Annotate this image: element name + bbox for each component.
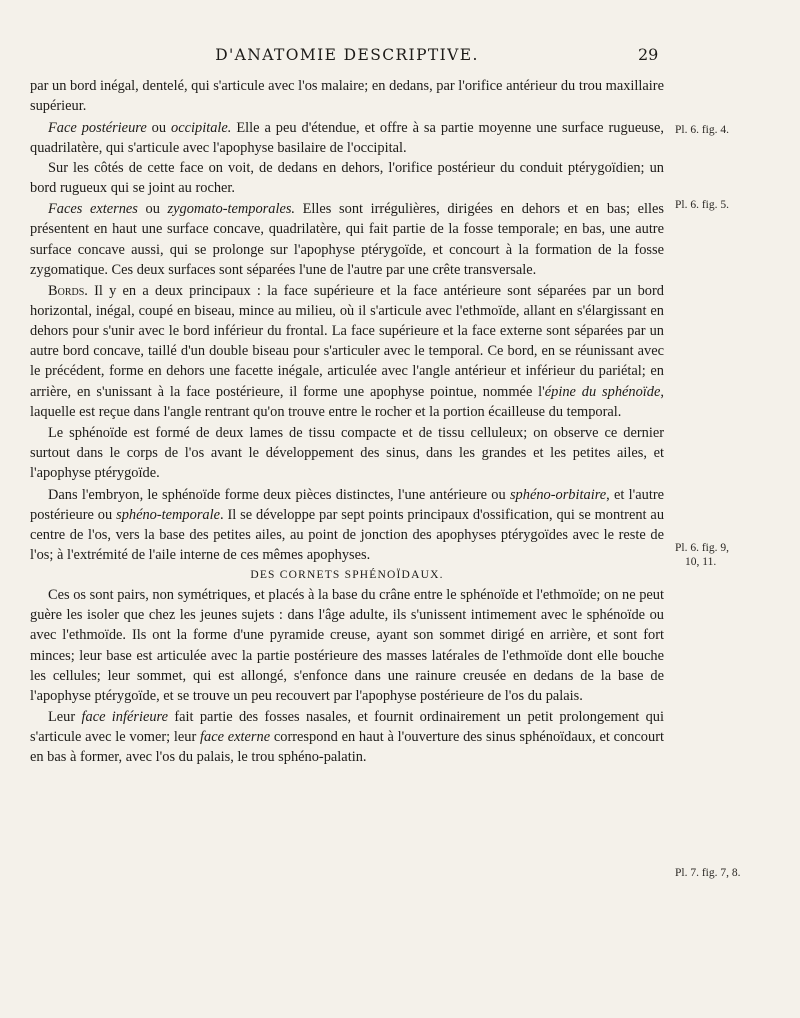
- margin-note-plate-ref: Pl. 7. fig. 7, 8.: [675, 867, 741, 879]
- paragraph-face-posterieure: [30, 118, 664, 158]
- paragraph-face-inferieure: [30, 707, 664, 767]
- paragraph-cotes: Sur les côtés de cette face on voit, de dedans en dehors, l'orifice postérieur du conduit ptérygoïdien; un bord rugueux qui se joint au rocher.: [30, 159, 664, 196]
- margin-note-plate-ref: Pl. 6. fig. 4.: [675, 124, 729, 136]
- paragraph-structure: Le sphénoïde est formé de deux lames de tissu compacte et de tissu celluleux; on observe ce dernier surtout dans le corps de l'os avant le développement des sinus, dans les grandes et les petites ailes, et l'apophyse ptérygoïde.: [30, 425, 664, 482]
- paragraph-text: fait partie des fosses nasales, et fournit ordinairement un petit prolongement qui s'articule avec le vomer; leur: [30, 709, 664, 746]
- running-title: D'ANATOMIE DESCRIPTIVE.: [215, 46, 479, 64]
- paragraph-bords: [30, 281, 664, 422]
- term-face-inferieure: face inférieure: [81, 709, 169, 726]
- term-occipitale: occipitale.: [171, 119, 232, 136]
- paragraph-text: , et l'autre postérieure ou: [30, 486, 664, 523]
- page-number: 29: [638, 45, 659, 64]
- term-bords: Bords.: [48, 283, 88, 300]
- paragraph-cornets: Ces os sont pairs, non symétriques, et placés à la base du crâne entre le sphénoïde et l'ethmoïde; on ne peut guère les isoler que chez les jeunes sujets : dans l'âge adulte, ils s'unissent intimement avec le sphénoïde ou avec l'ethmoïde. Ils ont la forme d'une pyramide creuse, ayant son sommet dirigé en arrière, et sont fort minces; leur base est articulée avec la partie postérieure des masses latérales de l'ethmoïde dont elle bouche les cellules; leur sommet, qui est allongé, s'enfonce dans une rainure creusée en dedans de la base de l'apophyse ptérygoïde, et se trouve un peu recouvert par l'apophyse postérieure de l'os du palais.: [30, 587, 664, 704]
- paragraph-continued: par un bord inégal, dentelé, qui s'articule avec l'os malaire; en dedans, par l'orifice antérieur du trou maxillaire supérieur.: [30, 78, 664, 115]
- term-faces-externes: Faces externes: [48, 201, 138, 218]
- term-zygomato-temporales: zygomato-temporales.: [167, 201, 296, 218]
- term-epine-du-sphenoide: épine du sphénoïde: [544, 383, 661, 400]
- text-or: ou: [146, 119, 172, 136]
- paragraph-text: correspond en haut à l'ouverture des sinus sphénoïdaux, et concourt en bas à former, avec l'os du palais, le trou sphéno-palatin.: [30, 729, 664, 766]
- term-spheno-temporale: sphéno-temporale: [116, 506, 221, 523]
- paragraph-embryon: [30, 485, 664, 565]
- paragraph-text: Leur: [48, 709, 82, 726]
- text-or: ou: [137, 201, 168, 218]
- paragraph-text: Dans l'embryon, le sphénoïde forme deux pièces distinctes, l'une antérieure ou: [48, 486, 510, 503]
- margin-note-plate-ref: Pl. 6. fig. 5.: [675, 199, 729, 211]
- body-text: [30, 76, 664, 768]
- term-face-externe: face externe: [200, 729, 271, 746]
- margin-note-plate-ref: Pl. 6. fig. 9,: [675, 542, 729, 554]
- paragraph-text: Elles sont irrégulières, dirigées en dehors et en bas; elles présentent en haut une surface concave, quadrilatère, qui fait partie de la fosse temporale; en bas, une autre surface concave aussi, qui se prolonge sur l'apophyse ptérygoïde, et concourt à la formation de la fosse zygomatique. Ces deux surfaces sont séparées l'une de l'autre par une crête transversale.: [30, 201, 664, 278]
- paragraph-faces-externes: [30, 199, 664, 279]
- term-spheno-orbitaire: sphéno-orbitaire: [509, 486, 607, 503]
- paragraph-text: , laquelle est reçue dans l'angle rentrant qu'on trouve entre le rocher et la portion écailleuse du temporal.: [30, 383, 664, 420]
- term-face-posterieure: Face postérieure: [48, 119, 147, 136]
- paragraph-text: Elle a peu d'étendue, et offre à sa partie moyenne une surface rugueuse, quadrilatère, qui s'articule avec l'apophyse basilaire de l'occipital.: [30, 119, 665, 156]
- margin-note-plate-ref-continued: 10, 11.: [685, 556, 717, 568]
- paragraph-text: Il y en a deux principaux : la face supérieure et la face antérieure sont séparées par un bord horizontal, inégal, coupé en biseau, mince au milieu, où il s'articule avec l'ethmoïde, allant en s'élargissant en dehors pour s'unir avec le bord inférieur du frontal. La face supérieure et la face externe sont séparées par un autre bord concave, taillé d'un double biseau pour s'articuler avec le temporal. Ce bord, en se réunissant avec le précédent, forme en dehors une facette inégale, articulée avec l'angle antérieur et inférieur du pariétal; en arrière, en s'unissant à la face postérieure, il forme une apophyse pointue, nommée l': [30, 283, 664, 400]
- paragraph-text: . Il se développe par sept points principaux d'ossification, qui se montrent au centre de l'os, vers la base des petites ailes, au point de jonction des apophyses ptérygoïdes avec le reste de l'os; à l'extrémité de l'aile interne de ces mêmes apophyses.: [30, 506, 665, 564]
- section-title: DES CORNETS SPHÉNOÏDAUX.: [250, 569, 444, 582]
